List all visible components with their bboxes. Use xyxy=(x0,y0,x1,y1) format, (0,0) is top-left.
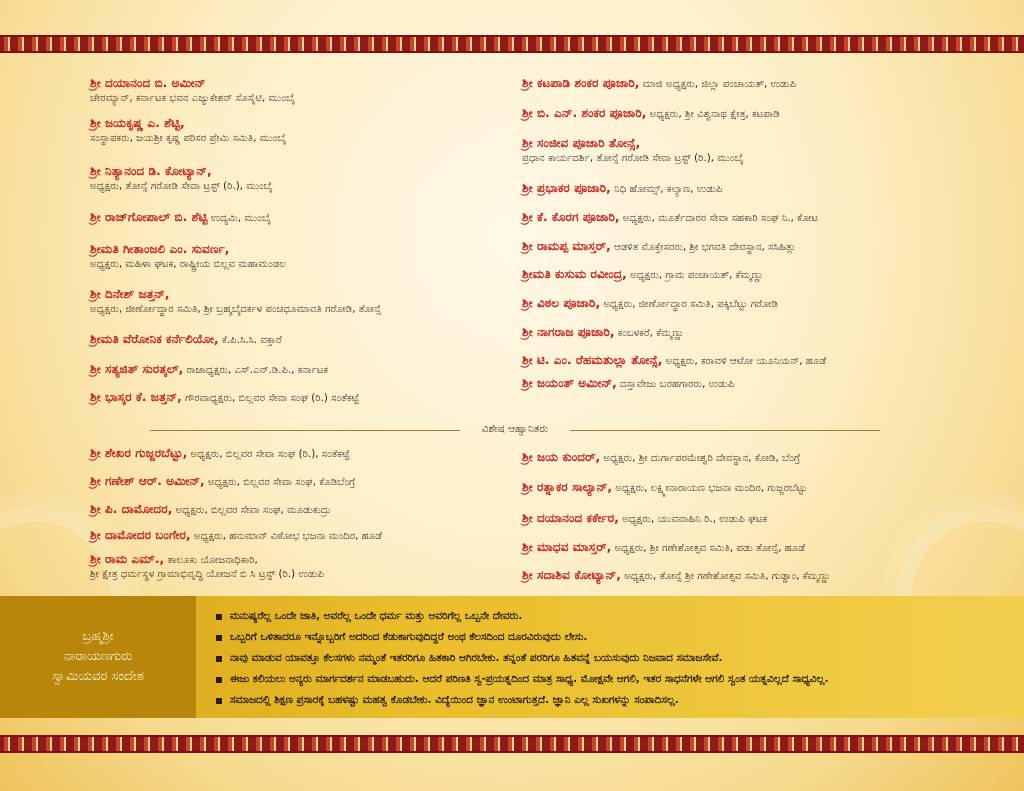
entry-name: ಶ್ರೀ ಶೇಖರ ಗುಜ್ಜರಬೆಟ್ಟು, xyxy=(90,446,188,460)
message-list xyxy=(216,606,828,711)
entry-name: ಶ್ರೀ ಪಿ. ದಾಮೋದರ, xyxy=(90,502,173,516)
entry-name: ಶ್ರೀ ಸದಾಶಿವ ಕೋಟ್ಯಾನ್, xyxy=(522,568,621,582)
list-item xyxy=(90,72,295,105)
entry-desc: ಅಧ್ಯಕ್ಷರು, ಹನುಮಾನ್ ವಿಠೋಭ ಭಜನಾ ಮಂದಿರ, ಹೂಡೆ xyxy=(190,531,383,542)
entry-sub: ಶ್ರೀ ಕ್ಷೇತ್ರ ಧರ್ಮಸ್ಥಳ ಗ್ರಾಮಾಭಿವೃದ್ಧಿ ಯೋಜನೆ ಬಿ ಸಿ ಟ್ರಸ್ಟ್ (ರಿ.) ಉಡುಪಿ xyxy=(90,569,325,580)
list-item xyxy=(522,72,796,91)
list-item xyxy=(522,446,800,465)
list-item xyxy=(90,206,271,225)
entry-desc: ಅಧ್ಯಕ್ಷರು, ಬಿಲ್ಲವರ ಸೇವಾ ಸಂಘ, ಮೂಡುಕುದ್ರು xyxy=(172,505,331,516)
list-item xyxy=(90,112,286,145)
entry-name: ಶ್ರೀ ರಾಮಪ್ಪ ಮಾಸ್ತರ್, xyxy=(522,239,611,253)
entry-desc: ರಾಜಾಧ್ಯಕ್ಷರು, ಎಸ್.ಎನ್.ಡಿ.ಪಿ., ಕರ್ನಾಟಕ xyxy=(183,365,329,376)
list-item xyxy=(522,292,778,311)
bullet-icon xyxy=(216,635,222,641)
list-item xyxy=(90,498,331,517)
bullet-icon xyxy=(216,656,222,662)
bullet-icon xyxy=(216,614,222,620)
entry-name: ಶ್ರೀಮತಿ ವೆರೋನಿಕ ಕರ್ನೆಲಿಯೋ, xyxy=(90,332,219,346)
list-item xyxy=(522,235,796,254)
message-text: ಈಜು ಕಲಿಯಲು ಅನ್ಯರು ಮಾರ್ಗದರ್ಶನ ಮಾಡಬಹುದು. ಆದರೆ ಪರಿಣತಿ ಸ್ವ-ಪ್ರಯತ್ನದಿಂದ ಮಾತ್ರ ಸಾಧ್ಯ. ಮೋಕ್ಷವೇ ಆಗಲಿ, ಇತರ ಸಾಧನೆಗಳೇ ಆಗಲಿ ಸ್ವಂತ ಯತ್ನವಿಲ್ಲದೆ ಸಾಧ್ಯವಿಲ್ಲ. xyxy=(230,673,829,685)
entry-desc: ಉದ್ಯಮಿ, ಮುಂಬೈ xyxy=(207,213,271,224)
entry-name: ಶ್ರೀ ವಿಠಲ ಪೂಜಾರಿ, xyxy=(522,296,601,310)
entry-sub: ಅಧ್ಯಕ್ಷರು, ತೋನ್ಸೆ ಗರೋಡಿ ಸೇವಾ ಟ್ರಸ್ಟ್ (ರಿ.), ಮುಂಬೈ xyxy=(90,181,273,192)
entry-name: ಶ್ರೀ ಜಯಕೃಷ್ಣ ಎ. ಶೆಟ್ಟಿ, xyxy=(90,116,185,130)
entry-desc: ಅಧ್ಯಕ್ಷರು, ತೋನ್ಸೆ ಶ್ರೀ ಗಣೇಶೋತ್ಸವ ಸಮಿತಿ, ಗುಡ್ಡಾಂ, ಕೆಮ್ಮಣ್ಣು xyxy=(620,571,831,582)
entry-name: ಶ್ರೀ ಜಯ ಕುಂದರ್, xyxy=(522,450,601,464)
entry-name: ಶ್ರೀ ನಿತ್ಯಾನಂದ ಡಿ. ಕೋಟ್ಯಾನ್, xyxy=(90,164,212,178)
bottom-border xyxy=(0,735,1024,753)
entry-name: ಶ್ರೀ ಟಿ. ಎಂ. ರೆಹಮತುಲ್ಲಾ ತೋನ್ಸೆ, xyxy=(522,353,663,367)
top-border xyxy=(0,35,1024,53)
entry-desc: ಆಡಳಿತ ಮೊಕ್ತೇಸರರು, ಶ್ರೀ ಭಗವತಿ ದೇವಸ್ಥಾನ, ಸಸಿಹಿತ್ಲು xyxy=(610,242,796,253)
list-item xyxy=(90,238,286,271)
message-item xyxy=(216,669,828,690)
entry-sub: ಅಧ್ಯಕ್ಷರು, ಮಹಿಳಾ ಘಟಕ, ರಾಷ್ಟ್ರೀಯ ಬಿಲ್ಲವ ಮಹಾಮಂಡಲ xyxy=(90,259,286,270)
message-title-box xyxy=(0,596,196,718)
list-item xyxy=(90,160,273,193)
list-item xyxy=(522,132,744,165)
entry-name: ಶ್ರೀ ಜಯಂತ್ ಅಮೀನ್, xyxy=(522,376,617,390)
entry-desc: ಅಧ್ಯಕ್ಷರು, ಲಕ್ಷ್ಮೀನಾರಾಯಣ ಭಜನಾ ಮಂದಿರ, ಗುಜ್ಜರಬೆಟ್ಟು xyxy=(612,483,807,494)
entry-name: ಶ್ರೀ ಮಾಧವ ಮಾಸ್ತರ್, xyxy=(522,540,612,554)
divider-line-right xyxy=(570,430,880,431)
list-item xyxy=(90,328,282,347)
entry-desc: ಮಾಜಿ ಅಧ್ಯಕ್ಷರು, ಜಿಲ್ಲಾ ಪಂಚಾಯತ್, ಉಡುಪಿ xyxy=(639,79,797,90)
list-item xyxy=(90,358,328,377)
entry-desc: ಅಧ್ಯಕ್ಷರು, ಗ್ರಾಮ ಪಂಚಾಯತ್, ಕೆಮ್ಮಣ್ಣು xyxy=(626,270,764,281)
entry-name: ಶ್ರೀ ಪ್ರಭಾಕರ ಪೂಜಾರಿ, xyxy=(522,181,611,195)
entry-desc: ಅಧ್ಯಕ್ಷರು, ಬಿಲ್ಲವರ ಸೇವಾ ಸಂಘ (ರಿ.), ಸಂತೆಕಟ್ಟೆ xyxy=(187,449,350,460)
message-title-line1: ಬ್ರಹ್ಮಶ್ರೀ xyxy=(82,629,114,644)
message-text: ಸಮಾಜದಲ್ಲಿ ಶಿಕ್ಷಣ ಪ್ರಸಾರಕ್ಕೆ ಬಹಳಷ್ಟು ಮಹತ್ವ ಕೊಡಬೇಕು. ವಿದ್ಯೆಯಿಂದ ಜ್ಞಾನ ಉಂಟಾಗುತ್ತದೆ. ಜ್ಞಾನಿ ಎಲ್ಲ ಸುಖಗಳನ್ನು ಸಂಪಾದಿಸಲ್ಲ. xyxy=(230,694,679,706)
list-item xyxy=(90,524,382,543)
entry-name: ಶ್ರೀಮತಿ ಗೀತಾಂಜಲಿ ಎಂ. ಸುವರ್ಣ, xyxy=(90,242,230,256)
entry-name: ಶ್ರೀ ರತ್ನಾಕರ ಸಾಲ್ಯಾನ್, xyxy=(522,480,613,494)
entry-desc: ಅಧ್ಯಕ್ಷರು, ಯುವವಾಹಿನಿ ರಿ., ಉಡುಪಿ ಘಟಕ xyxy=(618,514,768,525)
entry-desc: ಅಧ್ಯಕ್ಷರು, ಕರಾವಳಿ ಆಟೋ ಯೂನಿಯನ್, ಹೂಡೆ xyxy=(662,356,827,367)
entry-name: ಶ್ರೀ ಸಂಜೀವ ಪೂಜಾರಿ ತೋನ್ಸೆ, xyxy=(522,136,641,150)
list-item xyxy=(522,476,807,495)
list-item xyxy=(90,442,350,461)
entry-desc: ದಸ್ತಾವೇಜು ಬರಹಗಾರರು, ಉಡುಪಿ xyxy=(616,379,735,390)
list-item xyxy=(522,321,684,340)
list-item xyxy=(522,507,767,526)
entry-name: ಶ್ರೀ ರಾಜ್‌ಗೋಪಾಲ್ ಬಿ. ಶೆಟ್ಟಿ xyxy=(90,210,208,224)
entry-desc: ಅಧ್ಯಕ್ಷರು, ಮೂರ್ತೆದಾರರ ಸೇವಾ ಸಹಕಾರಿ ಸಂಘ ನಿ., ಕೋಟ xyxy=(619,213,819,224)
entry-name: ಶ್ರೀಮತಿ ಕುಸುಮ ರವೀಂದ್ರ, xyxy=(522,267,627,281)
entry-desc: ಅಧ್ಯಕ್ಷರು, ಶ್ರೀ ಗಣೇಶೋತ್ಸವ ಸಮಿತಿ, ಪಡು ತೋನ್ಸೆ, ಹೂಡೆ xyxy=(611,543,806,554)
list-item xyxy=(522,263,764,282)
entry-desc: ತಾಲೂಕು ಯೋಜನಾಧಿಕಾರಿ, xyxy=(164,555,258,566)
message-text: ಮನುಷ್ಯರೆಲ್ಲ ಒಂದೇ ಜಾತಿ, ಅವರೆಲ್ಲ ಒಂದೇ ಧರ್ಮ ಮತ್ತು ಅವರಿಗೆಲ್ಲ ಒಬ್ಬನೇ ದೇವರು. xyxy=(230,610,523,622)
entry-sub: ಅಧ್ಯಕ್ಷರು, ಜೀರ್ಣೋದ್ಧಾರ ಸಮಿತಿ, ಶ್ರೀ ಬ್ರಹ್ಮಬೈದರ್ಕಳ ಪಂಚಧೂಮಾವತಿ ಗರೋಡಿ, ತೋನ್ಸೆ xyxy=(90,304,381,315)
message-text: ನಾವು ಮಾಡುವ ಯಾವತ್ತೂ ಕೆಲಸಗಳು ನಮ್ಮಂತೆ ಇತರರಿಗೂ ಹಿತಕಾರಿ ಆಗಿರಬೇಕು. ತನ್ನಂತೆ ಪರರಿಗೂ ಹಿತವನ್ನೆ ಬಯಸುವುದು ನಿಜವಾದ ಸಮಾಜಸೇವೆ. xyxy=(230,652,723,664)
message-band xyxy=(0,596,1024,718)
entry-name: ಶ್ರೀ ಭಾಸ್ಕರ ಕೆ. ಜತ್ತನ್, xyxy=(90,390,182,404)
message-item xyxy=(216,606,828,627)
entry-name: ಶ್ರೀ ರಾಮ ಎಮ್., xyxy=(90,552,165,566)
message-item xyxy=(216,690,828,711)
divider-title: ವಿಶೇಷ ಆಹ್ವಾನಿತರು xyxy=(481,423,549,435)
list-item xyxy=(522,372,734,391)
entry-sub: ಚೇರಮ್ಯಾನ್, ಕರ್ನಾಟಕ ಭವನ ಎಜ್ಯುಕೇಶನ್ ಸೊಸೈಟಿ, ಮುಂಬೈ xyxy=(90,93,296,104)
entry-desc: ಅಧ್ಯಕ್ಷರು, ಶ್ರೀ ದುರ್ಗಾಪರಮೇಶ್ವರಿ ದೇವಸ್ಥಾನ, ಕೋಡಿ, ಬೆಂಗ್ರೆ xyxy=(600,453,801,464)
entry-name: ಶ್ರೀ ಸತ್ಯಜಿತ್ ಸುರತ್ಕಲ್, xyxy=(90,362,184,376)
message-title-line2: ನಾರಾಯಣಗುರು xyxy=(63,649,133,664)
message-item xyxy=(216,627,828,648)
list-item xyxy=(522,206,818,225)
list-item xyxy=(522,536,805,555)
entry-name: ಶ್ರೀ ನಾಗರಾಜ ಪೂಜಾರಿ, xyxy=(522,325,615,339)
entry-name: ಶ್ರೀ ದಾಮೋದರ ಬಂಗೇರ, xyxy=(90,528,191,542)
list-item xyxy=(522,177,722,196)
message-text: ಒಬ್ಬರಿಗೆ ಒಳಿತಾದರೂ ಇನ್ನೊಬ್ಬರಿಗೆ ಅದರಿಂದ ಕೆಡುಕಾಗುವುದಿದ್ದರೆ ಅಂಥ ಕೆಲಸದಿಂದ ದೂರವಿರುವುದು ಲೇಸು. xyxy=(230,631,588,643)
entry-sub: ಸಂಸ್ಥಾಪಕರು, ಜಯಶ್ರೀ ಕೃಷ್ಣ ಪರಿಸರ ಪ್ರೇಮಿ ಸಮಿತಿ, ಮುಂಬೈ xyxy=(90,133,287,144)
list-item xyxy=(522,102,780,121)
list-item xyxy=(522,349,826,368)
list-item xyxy=(90,386,359,405)
list-item xyxy=(522,564,831,583)
entry-name: ಶ್ರೀ ಕೆ. ಕೊರಗ ಪೂಜಾರಿ, xyxy=(522,210,620,224)
entry-desc: ಗೌರವಾಧ್ಯಕ್ಷರು, ಬಿಲ್ಲವರ ಸೇವಾ ಸಂಘ (ರಿ.) ಸಂತೆಕಟ್ಟೆ xyxy=(181,393,360,404)
entry-name: ಶ್ರೀ ಬಿ. ಎನ್. ಶಂಕರ ಪೂಜಾರಿ, xyxy=(522,106,647,120)
entry-name: ಶ್ರೀ ದಿನೇಶ್ ಜತ್ತನ್, xyxy=(90,287,170,301)
message-title xyxy=(52,627,144,687)
entry-name: ಶ್ರೀ ದಯಾನಂದ ಬಿ. ಅಮೀನ್ xyxy=(90,76,206,90)
entry-desc: ಅಧ್ಯಕ್ಷರು, ಬಿಲ್ಲವರ ಸೇವಾ ಸಂಘ, ಕೊಡಿಬೆಂಗ್ರೆ xyxy=(204,477,356,488)
section-divider xyxy=(150,423,880,439)
message-item xyxy=(216,648,828,669)
entry-name: ಶ್ರೀ ಕಟಪಾಡಿ ಶಂಕರ ಪೂಜಾರಿ, xyxy=(522,76,640,90)
bullet-icon xyxy=(216,698,222,704)
entry-desc: ಅಧ್ಯಕ್ಷರು, ಜೀರ್ಣೋದ್ಧಾರ ಸಮಿತಿ, ಪಕ್ಕಿಬೆಟ್ಟು ಗರೋಡಿ xyxy=(600,299,778,310)
list-item xyxy=(90,470,355,489)
entry-name: ಶ್ರೀ ದಯಾನಂದ ಕರ್ಕೇರ, xyxy=(522,511,619,525)
entry-desc: ಅಧ್ಯಕ್ಷರು, ಶ್ರೀ ವಿಶ್ವನಾಥ ಕ್ಷೇತ್ರ, ಕಟಪಾಡಿ xyxy=(646,109,780,120)
entry-desc: ನಿಧಿ ಹೋಮ್ಸ್, ಕಲ್ಯಾಣ, ಉಡುಪಿ xyxy=(610,184,723,195)
bullet-icon xyxy=(216,677,222,683)
list-item xyxy=(90,548,324,581)
message-title-line3: ಸ್ವಾಮಿಯವರ ಸಂದೇಶ xyxy=(52,669,144,684)
entry-desc: ಕಂಬಳಕರೆ, ಕೆಮ್ಮಣ್ಣು xyxy=(614,328,685,339)
entry-sub: ಪ್ರಧಾನ ಕಾರ್ಯದರ್ಶಿ, ತೋನ್ಸೆ ಗರೋಡಿ ಸೇವಾ ಟ್ರಸ್ಟ್ (ರಿ.), ಮುಂಬೈ xyxy=(522,153,744,164)
entry-desc: ಕೆ.ಪಿ.ಸಿ.ಸಿ. ವಕ್ತಾರೆ xyxy=(218,335,282,346)
list-item xyxy=(90,283,381,316)
entry-name: ಶ್ರೀ ಗಣೇಶ್ ಆರ್. ಅಮೀನ್, xyxy=(90,474,205,488)
